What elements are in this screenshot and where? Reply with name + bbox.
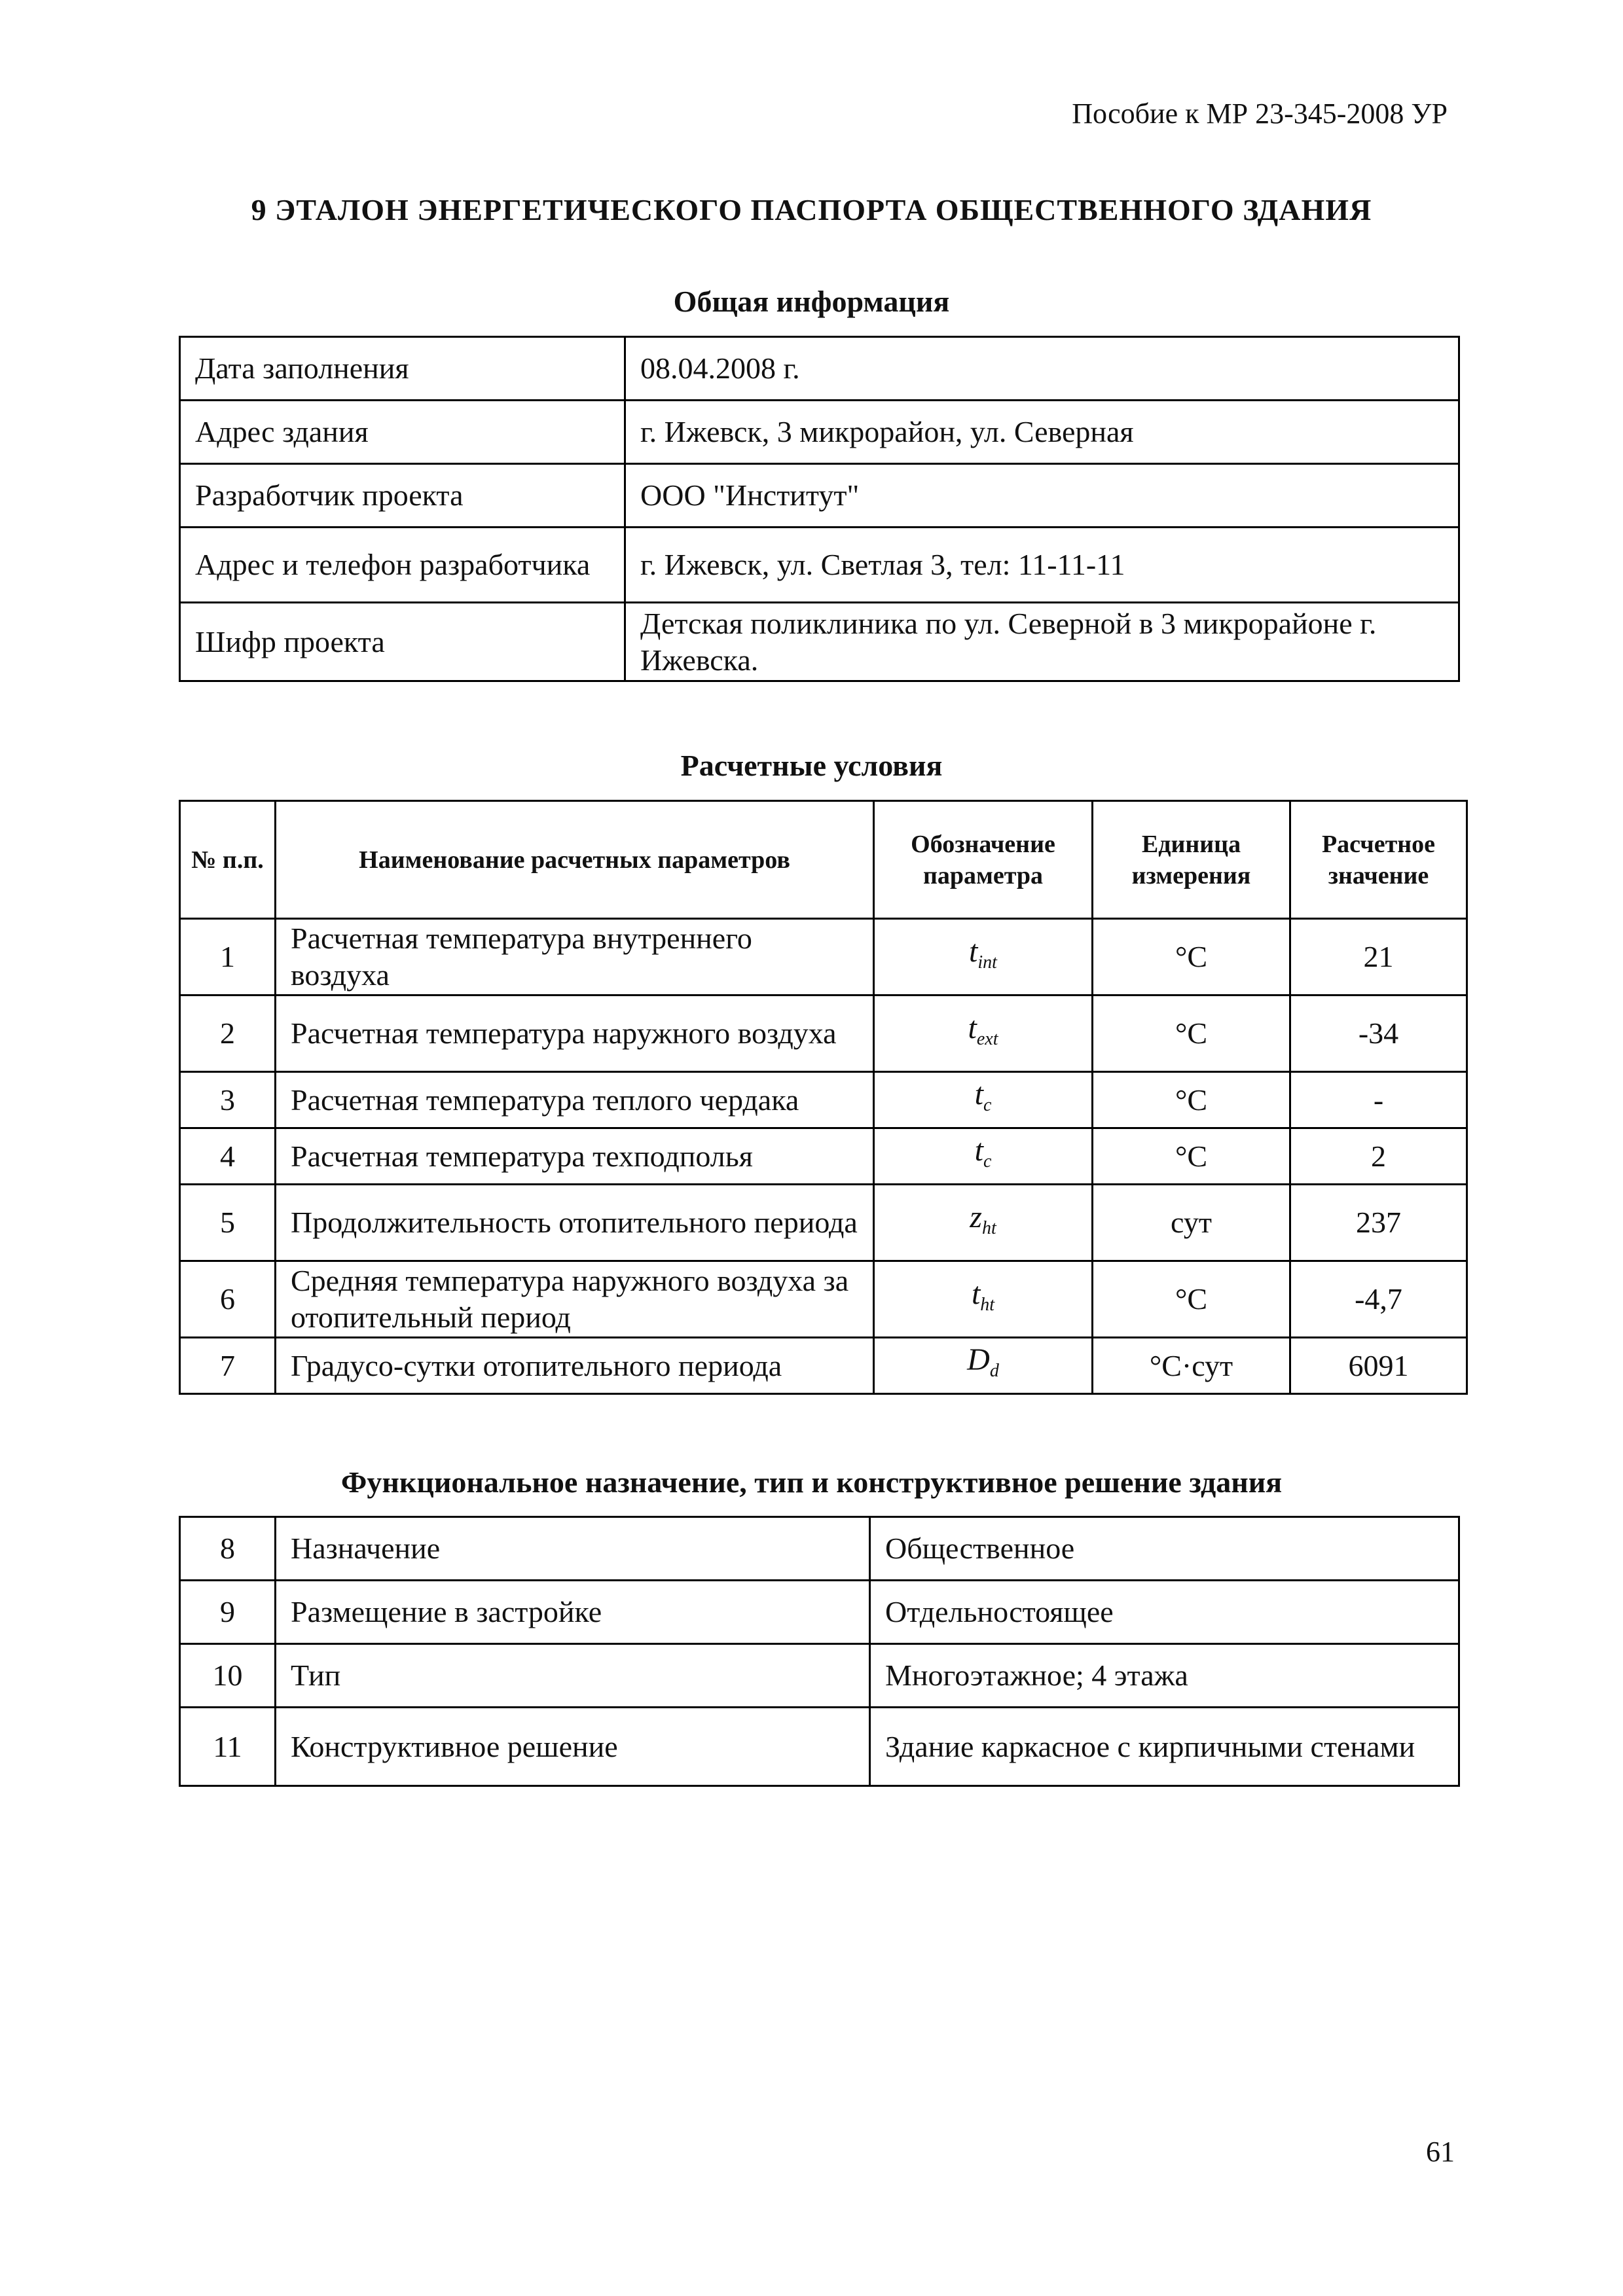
parameter-symbol: $z_{ht}$: [874, 1185, 1093, 1261]
row-label: Адрес здания: [180, 401, 625, 464]
row-value: ООО "Институт": [625, 464, 1459, 528]
parameter-value: -4,7: [1290, 1261, 1467, 1338]
parameter-symbol: $t_{int}$: [874, 919, 1093, 996]
table-row: [180, 1128, 1467, 1185]
parameter-name: Средняя температура наружного воздуха за отопительный период: [276, 1261, 874, 1338]
parameter-unit: °C: [1093, 919, 1290, 996]
row-label: Тип: [276, 1644, 870, 1708]
table-row: [180, 528, 1459, 603]
row-value: Детская поликлиника по ул. Северной в 3 микрорайоне г. Ижевска.: [625, 603, 1459, 681]
parameter-unit: °C: [1093, 1261, 1290, 1338]
row-number: 6: [180, 1261, 276, 1338]
row-value: г. Ижевск, 3 микрорайон, ул. Северная: [625, 401, 1459, 464]
column-header-unit: Единица измерения: [1093, 801, 1290, 919]
conditions-heading: Расчетные условия: [680, 749, 943, 782]
parameter-name: Расчетная температура теплого чердака: [276, 1072, 874, 1128]
table-row: [180, 1185, 1467, 1261]
parameter-unit: °C: [1093, 1072, 1290, 1128]
table-row: [180, 464, 1459, 528]
column-header-symbol: Обозначение параметра: [874, 801, 1093, 919]
table-row: [180, 1708, 1459, 1786]
row-number: 8: [180, 1517, 276, 1581]
row-number: 3: [180, 1072, 276, 1128]
parameter-value: -34: [1290, 996, 1467, 1072]
page-number: 61: [1426, 2136, 1455, 2168]
row-number: 11: [180, 1708, 276, 1786]
parameter-value: 21: [1290, 919, 1467, 996]
row-value: Многоэтажное; 4 этажа: [870, 1644, 1459, 1708]
row-label: Дата заполнения: [180, 337, 625, 401]
parameter-name: Расчетная температура техподполья: [276, 1128, 874, 1185]
row-value: Общественное: [870, 1517, 1459, 1581]
table-row: [180, 401, 1459, 464]
page-title: 9 ЭТАЛОН ЭНЕРГЕТИЧЕСКОГО ПАСПОРТА ОБЩЕСТВЕННОГО ЗДАНИЯ: [251, 193, 1372, 226]
parameter-value: -: [1290, 1072, 1467, 1128]
building-heading: Функциональное назначение, тип и конструктивное решение здания: [340, 1465, 1283, 1499]
row-value: Отдельностоящее: [870, 1581, 1459, 1644]
table-row: [180, 1072, 1467, 1128]
row-value: 08.04.2008 г.: [625, 337, 1459, 401]
parameter-symbol: $t_{ext}$: [874, 996, 1093, 1072]
row-label: Разработчик проекта: [180, 464, 625, 528]
table-row: [180, 337, 1459, 401]
table-row: [180, 1261, 1467, 1338]
row-value: г. Ижевск, ул. Светлая 3, тел: 11-11-11: [625, 528, 1459, 603]
general-info-table: [179, 336, 1460, 682]
row-number: 4: [180, 1128, 276, 1185]
row-number: 9: [180, 1581, 276, 1644]
conditions-table: [179, 800, 1468, 1395]
parameter-unit: °C: [1093, 1128, 1290, 1185]
table-row: [180, 603, 1459, 681]
parameter-unit: °C·сут: [1093, 1338, 1290, 1394]
row-number: 7: [180, 1338, 276, 1394]
parameter-value: 2: [1290, 1128, 1467, 1185]
table-row: [180, 1338, 1467, 1394]
parameter-name: Продолжительность отопительного периода: [276, 1185, 874, 1261]
row-number: 1: [180, 919, 276, 996]
parameter-name: Градусо-сутки отопительного периода: [276, 1338, 874, 1394]
table-row: [180, 1644, 1459, 1708]
row-number: 10: [180, 1644, 276, 1708]
general-info-heading: Общая информация: [673, 285, 950, 318]
table-row: [180, 1517, 1459, 1581]
column-header-num: № п.п.: [180, 801, 276, 919]
table-row: [180, 1581, 1459, 1644]
row-value: Здание каркасное с кирпичными стенами: [870, 1708, 1459, 1786]
row-label: Шифр проекта: [180, 603, 625, 681]
header-note: Пособие к МР 23-345-2008 УР: [1072, 98, 1448, 130]
row-number: 2: [180, 996, 276, 1072]
parameter-name: Расчетная температура наружного воздуха: [276, 996, 874, 1072]
row-number: 5: [180, 1185, 276, 1261]
parameter-name: Расчетная температура внутреннего воздуха: [276, 919, 874, 996]
column-header-value: Расчетное значение: [1290, 801, 1467, 919]
row-label: Назначение: [276, 1517, 870, 1581]
parameter-value: 237: [1290, 1185, 1467, 1261]
parameter-unit: сут: [1093, 1185, 1290, 1261]
parameter-symbol: $t_c$: [874, 1072, 1093, 1128]
parameter-value: 6091: [1290, 1338, 1467, 1394]
building-table: [179, 1516, 1460, 1787]
parameter-symbol: $t_{ht}$: [874, 1261, 1093, 1338]
table-header-row: [180, 801, 1467, 919]
row-label: Размещение в застройке: [276, 1581, 870, 1644]
row-label: Адрес и телефон разработчика: [180, 528, 625, 603]
table-row: [180, 996, 1467, 1072]
parameter-symbol: $t_c$: [874, 1128, 1093, 1185]
parameter-unit: °C: [1093, 996, 1290, 1072]
table-row: [180, 919, 1467, 996]
row-label: Конструктивное решение: [276, 1708, 870, 1786]
column-header-name: Наименование расчетных параметров: [276, 801, 874, 919]
parameter-symbol: $D_d$: [874, 1338, 1093, 1394]
